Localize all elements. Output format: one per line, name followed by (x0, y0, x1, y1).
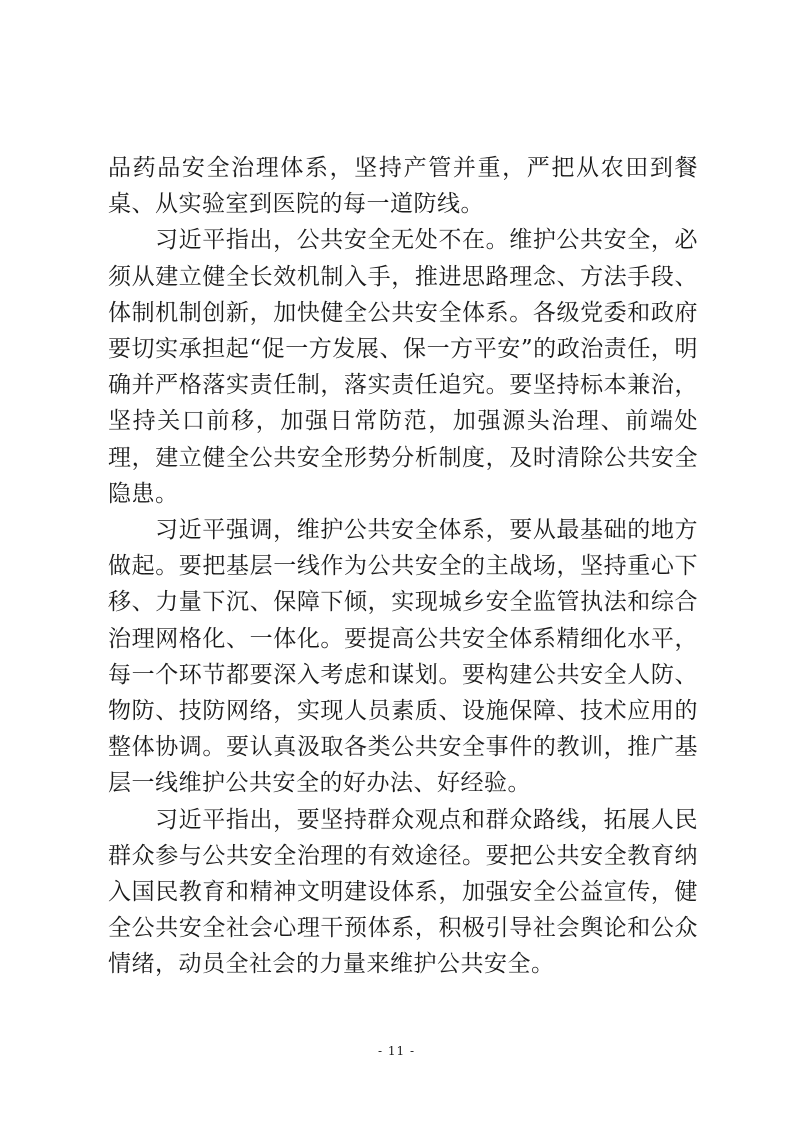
paragraph-public-safety-everywhere: 习近平指出，公共安全无处不在。维护公共安全，必须从建立健全长效机制入手，推进思路理念、方法手段、体制机制创新，加快健全公共安全体系。各级党委和政府要切实承担起“促一方发展、保一方平安”的政治责任，明确并严格落实责任制，落实责任追究。要坚持标本兼治，坚持关口前移，加强日常防范，加强源头治理、前端处理，建立健全公共安全形势分析制度，及时清除公共安全隐患。 (108, 227, 698, 507)
paragraph-mass-line: 习近平指出，要坚持群众观点和群众路线，拓展人民群众参与公共安全治理的有效途径。要把公共安全教育纳入国民教育和精神文明建设体系，加强安全公益宣传，健全公共安全社会心理干预体系，积极引导社会舆论和公众情绪，动员全社会的力量来维护公共安全。 (108, 806, 698, 978)
page-number: - 11 - (377, 1044, 415, 1058)
body-text (108, 150, 698, 983)
paragraph-continuation: 品药品安全治理体系，坚持产管并重，严把从农田到餐桌、从实验室到医院的每一道防线。 (108, 155, 698, 218)
paragraph-grassroots-foundation: 习近平强调，维护公共安全体系，要从最基础的地方做起。要把基层一线作为公共安全的主战场，坚持重心下移、力量下沉、保障下倾，实现城乡安全监管执法和综合治理网格化、一体化。要提高公共安全体系精细化水平，每一个环节都要深入考虑和谋划。要构建公共安全人防、物防、技防网络，实现人员素质、设施保障、技术应用的整体协调。要认真汲取各类公共安全事件的教训，推广基层一线维护公共安全的好办法、好经验。 (108, 517, 698, 797)
